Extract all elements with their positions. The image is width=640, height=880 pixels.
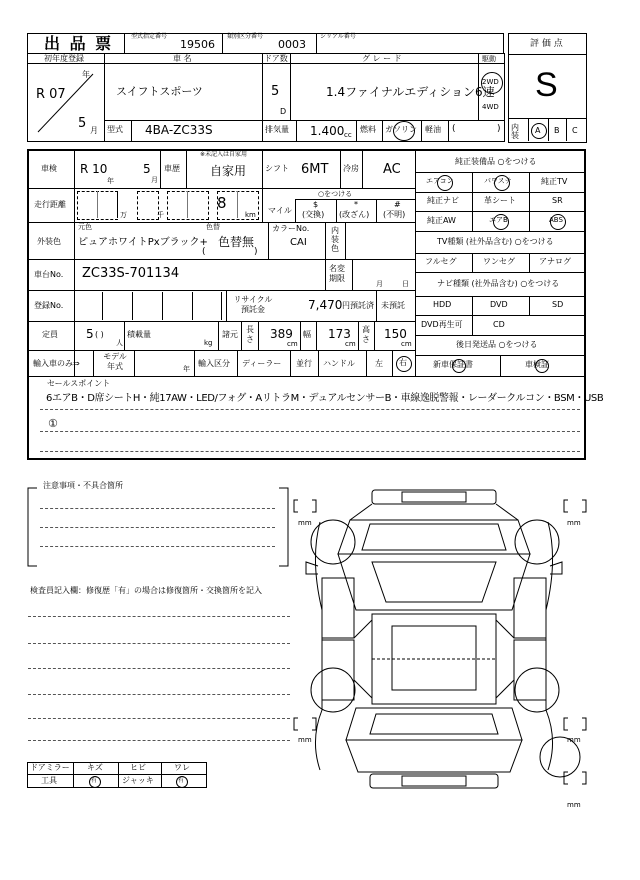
chassis-label: 車台No. [34,270,64,279]
model-label: 型式 [107,125,123,134]
fuel-value: ガソリン [385,125,417,134]
mileage-label: 走行距離 [34,200,66,209]
displacement-value: 1.400 [310,124,345,138]
import-label: 輸入車のみ⇒ [33,359,80,368]
light-oil-bracket-open: ( [452,124,456,134]
shift-label: シフト [265,164,289,173]
orig-color-value: ピュアホワイトPxブラック+ [78,237,208,248]
dvd-playable[interactable]: DVD再生可 [421,320,463,329]
legend-jack: ジャッキ [122,776,154,785]
tamper-mark: * [354,200,358,209]
height-unit: cm [401,340,412,348]
color-no-label: カラーNo. [272,224,310,233]
doors-label: ドア数 [264,54,288,63]
tv-title: TV種類 (社外品含む) ○をつける [437,237,554,246]
first-reg-month: 5 [78,116,87,131]
equip-tv[interactable]: 純正TV [541,177,568,186]
interior-b: B [554,126,560,135]
sales-line-1: 6エアB・D席シートH・純17AW・LED/フォグ・AリトラM・デュアルセンサーB・車線逸脱警報・レーダークルコン・BSM・USB [46,393,604,404]
equip-airbag: エアB [489,216,508,224]
chassis-value: ZC33S-701134 [82,266,180,281]
mm-spare: mm [567,801,581,809]
cd-option[interactable]: CD [493,320,505,329]
shaken-month-unit: 月 [151,176,158,184]
equip-navi[interactable]: 純正ナビ [427,196,459,205]
capacity-label: 定員 [42,330,58,339]
mm-rear-right: mm [567,736,581,744]
length-label: 長さ [246,325,254,344]
grade-label: グ レ ー ド [362,54,402,63]
shaken-year: R 10 [80,162,108,176]
score-value: S [535,66,558,104]
shaken-month: 5 [143,162,151,176]
form-title: 出 品 票 [44,34,114,53]
exchange-label: (交換) [302,210,325,219]
tv-fullseg[interactable]: フルセグ [425,257,457,266]
parallel-option[interactable]: 並行 [296,359,312,368]
equip-leather[interactable]: 革シート [484,196,516,205]
handle-right: 右 [399,358,407,367]
inspector-label: 検査員記入欄：修復歴「有」の場合は修復箇所・交換箇所を記入 [30,586,262,595]
mileage-sen-unit: 千 [157,211,164,219]
equip-aw[interactable]: 純正AW [427,216,456,225]
equip-title: 純正装備品 ○をつける [455,157,537,166]
score-label: 評 価 点 [530,39,563,49]
history-label: 車歴 [164,164,180,173]
shaken-year-unit: 年 [107,177,114,185]
km-unit: km [245,211,256,219]
reg-digit-boxes [102,292,222,320]
orig-color-label: 元色 [78,223,92,231]
recycle-unpaid: 未預託 [381,301,405,310]
model-value: 4BA-ZC33S [145,123,213,137]
legend-hibi: ヒビ [130,763,146,772]
legend-tools: 工具 [41,776,57,785]
navi-title: ナビ種類 (社外品含む) ○をつける [437,279,560,288]
navi-hdd[interactable]: HDD [433,300,452,309]
interior-a: A [535,126,541,135]
model-cert-label: 型式指定番号 [131,33,168,40]
color-label: 外装色 [37,237,61,246]
color-bracket-open: ( [202,247,206,257]
mm-front-right: mm [567,519,581,527]
mm-front-left: mm [298,519,312,527]
color-bracket-close: ) [254,247,258,257]
later-title: 後日発送品 ○をつける [456,340,538,349]
first-reg-year-unit: 年 [82,70,90,79]
navi-dvd[interactable]: DVD [490,300,508,309]
light-oil-bracket-close: ) [497,124,501,134]
mileage-digit-boxes [77,191,259,219]
interior-color-label: 内装色 [331,226,339,253]
width-value: 173 [328,327,351,341]
drive-label: 駆動 [482,55,496,63]
length-unit: cm [287,340,298,348]
name-change-day: 日 [402,280,409,288]
drive-4wd: 4WD [482,103,499,111]
capacity-value: 5 [86,327,94,341]
unknown-label: (不明) [383,210,406,219]
tv-analog[interactable]: アナログ [539,257,571,266]
equip-abs: ABS [549,216,563,224]
shaken-label: 車検 [41,164,57,173]
equip-aircon: エアコン [426,177,454,185]
mileage-digit: 8 [217,194,227,212]
later-shakensho: 車検証 [525,360,549,369]
interior-label: 内装 [511,123,519,140]
dims-label: 諸元 [222,330,238,339]
length-value: 389 [270,327,293,341]
car-damage-diagram[interactable] [0,470,640,820]
mileage-mark-note: ○をつける [318,190,353,198]
dealer-option[interactable]: ディーラー [242,359,282,368]
class-no: 0003 [278,38,306,51]
load-unit: kg [204,339,213,347]
width-unit: cm [345,340,356,348]
tamper-label: (改ざん) [339,210,370,219]
equip-ps: パワステ [484,177,512,185]
door-count: 5 [271,84,280,99]
serial-label: シリアル番号 [320,33,356,40]
load-label: 積載量 [127,330,151,339]
displacement-label: 排気量 [265,125,289,134]
ac-label: 冷房 [343,164,359,173]
car-name: スイフトスポーツ [116,85,203,98]
recycle-unit: 円預託済 [342,301,374,310]
model-year-unit: 年 [183,365,190,373]
history-note: ※未記入は自家用 [200,151,248,158]
width-label: 幅 [303,330,311,339]
handle-label: ハンドル [323,359,355,368]
recycle-value: 7,470 [308,298,343,312]
door-suffix: D [280,107,287,116]
tv-oneseg[interactable]: ワンセグ [483,257,515,266]
equip-sr[interactable]: SR [552,196,563,205]
name-change-label: 名変期限 [329,264,345,283]
legend-kizu: キズ [87,763,103,772]
handle-left[interactable]: 左 [375,359,383,368]
interior-c: C [572,126,578,135]
color-change-label: 色替 [206,223,220,231]
car-name-label: 車 名 [173,54,192,63]
mm-rear-left: mm [298,736,312,744]
sales-line-2: ① [48,417,58,430]
color-change-value: 色替無 [218,235,255,249]
fuel-label: 燃料 [360,125,376,134]
unknown-mark: # [394,200,401,209]
legend-ware: ワレ [174,763,190,772]
legend-jack-value: 有 [178,777,185,784]
reg-label: 登録No. [34,301,64,310]
height-label: 高さ [362,325,370,344]
recycle-label: リサイクル預託金 [233,295,273,314]
navi-sd[interactable]: SD [552,300,564,309]
first-reg-year: R 07 [36,87,66,102]
notes-label: 注意事項・不具合箇所 [43,481,123,490]
exchange-mark: $ [313,200,319,209]
legend-tools-value: 有 [91,777,98,784]
mileage-man-unit: 万 [120,211,127,219]
sales-label: セールスポイント [47,379,111,388]
ac-value: AC [383,162,401,177]
mile-label: マイル [268,206,292,215]
color-no-value: CAI [290,237,307,248]
legend-door-mirror: ドアミラー [30,763,70,772]
model-cert-no: 19506 [180,38,215,51]
light-oil-label: 軽油 [425,125,441,134]
import-class-label: 輸入区分 [198,359,230,368]
name-change-month: 月 [376,280,383,288]
height-value: 150 [384,327,407,341]
first-reg-month-unit: 月 [90,126,98,135]
capacity-unit: 人 [116,339,123,347]
drive-2wd: 2WD [482,78,499,86]
first-reg-label: 初年度登録 [44,54,84,63]
capacity-paren: ( ) [95,330,104,339]
cc-unit: cc [344,131,352,139]
grade-value: 1.4ファイナルエディション6速 [326,85,495,99]
shift-value: 6MT [301,162,329,177]
history-value: 自家用 [210,164,247,178]
class-label: 類別区分番号 [227,33,264,40]
model-year-label: モデル年式 [103,352,127,371]
later-warranty: 新車保証書 [433,360,473,369]
